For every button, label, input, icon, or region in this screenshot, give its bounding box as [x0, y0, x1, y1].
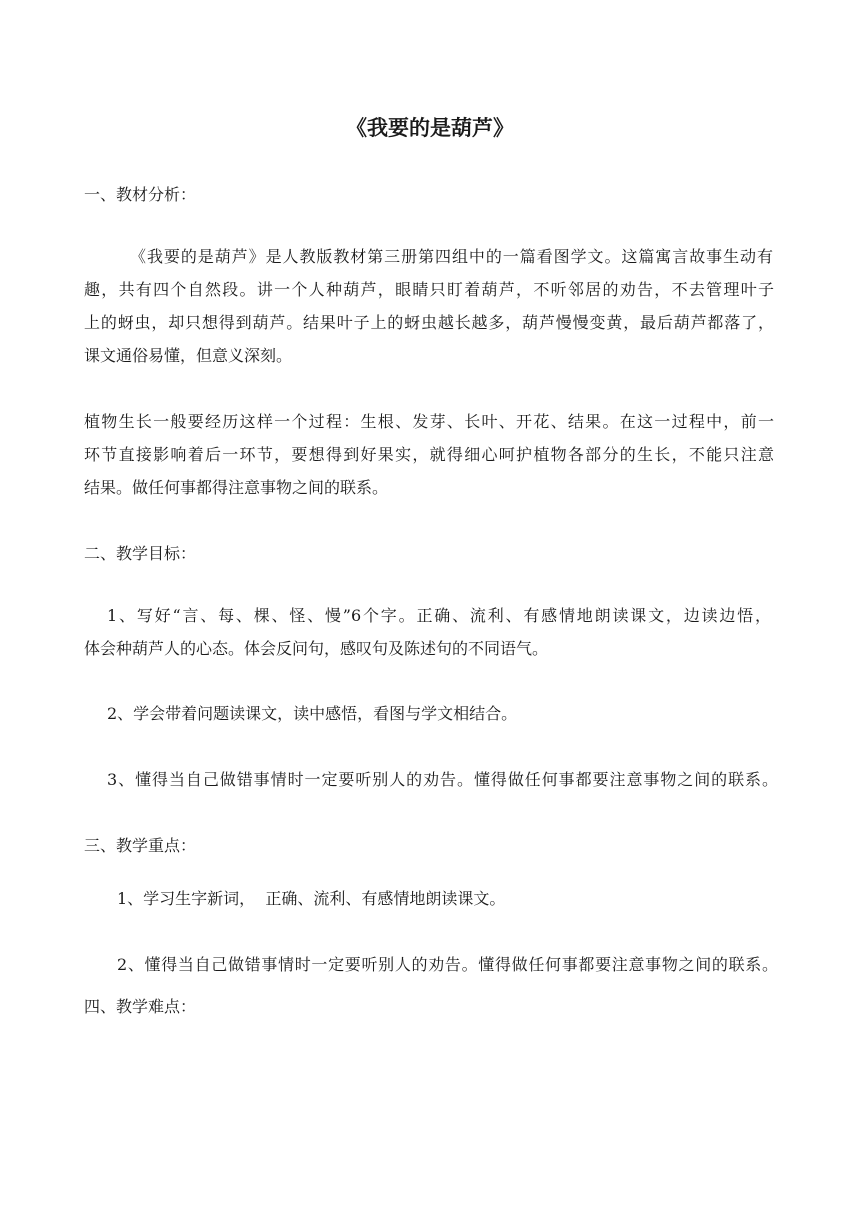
- section-heading-textbook-analysis: 一、教材分析：: [84, 185, 197, 204]
- document-title: 《我要的是葫芦》: [346, 115, 514, 140]
- section-heading-teaching-goals: 二、教学目标：: [84, 544, 197, 563]
- list-item: 3、懂得当自己做错事情时一定要听别人的劝告。懂得做任何事都要注意事物之间的联系。: [107, 770, 778, 789]
- list-item: 2、学会带着问题读课文，读中感悟，看图与学文相结合。: [107, 704, 518, 723]
- paragraph-line: 趣，共有四个自然段。讲一个人种葫芦，眼睛只盯着葫芦，不听邻居的劝告，不去管理叶子: [84, 280, 774, 299]
- paragraph-line: 结果。做任何事都得注意事物之间的联系。: [84, 478, 389, 497]
- paragraph-line: 课文通俗易懂，但意义深刻。: [84, 346, 293, 365]
- list-item: 1、学习生字新词， 正确、流利、有感情地朗读课文。: [117, 889, 506, 908]
- list-item-line: 体会种葫芦人的心态。体会反问句，感叹句及陈述句的不同语气。: [84, 639, 549, 658]
- paragraph-line: 《我要的是葫芦》是人教版教材第三册第四组中的一篇看图学文。这篇寓言故事生动有: [130, 247, 773, 266]
- section-heading-teaching-focus: 三、教学重点：: [84, 836, 197, 855]
- section-heading-teaching-difficulty: 四、教学难点：: [84, 997, 197, 1016]
- paragraph-line: 上的蚜虫，却只想得到葫芦。结果叶子上的蚜虫越长越多，葫芦慢慢变黄，最后葫芦都落了，: [84, 313, 774, 332]
- list-item-line: 1、写好“言、每、棵、怪、慢”6个字。正确、流利、有感情地朗读课文，边读边悟，: [107, 606, 771, 625]
- paragraph-line: 环节直接影响着后一环节，要想得到好果实，就得细心呵护植物各部分的生长，不能只注意: [84, 445, 774, 464]
- list-item: 2、懂得当自己做错事情时一定要听别人的劝告。懂得做任何事都要注意事物之间的联系。: [117, 955, 778, 974]
- paragraph-line: 植物生长一般要经历这样一个过程：生根、发芽、长叶、开花、结果。在这一过程中，前一: [84, 412, 774, 431]
